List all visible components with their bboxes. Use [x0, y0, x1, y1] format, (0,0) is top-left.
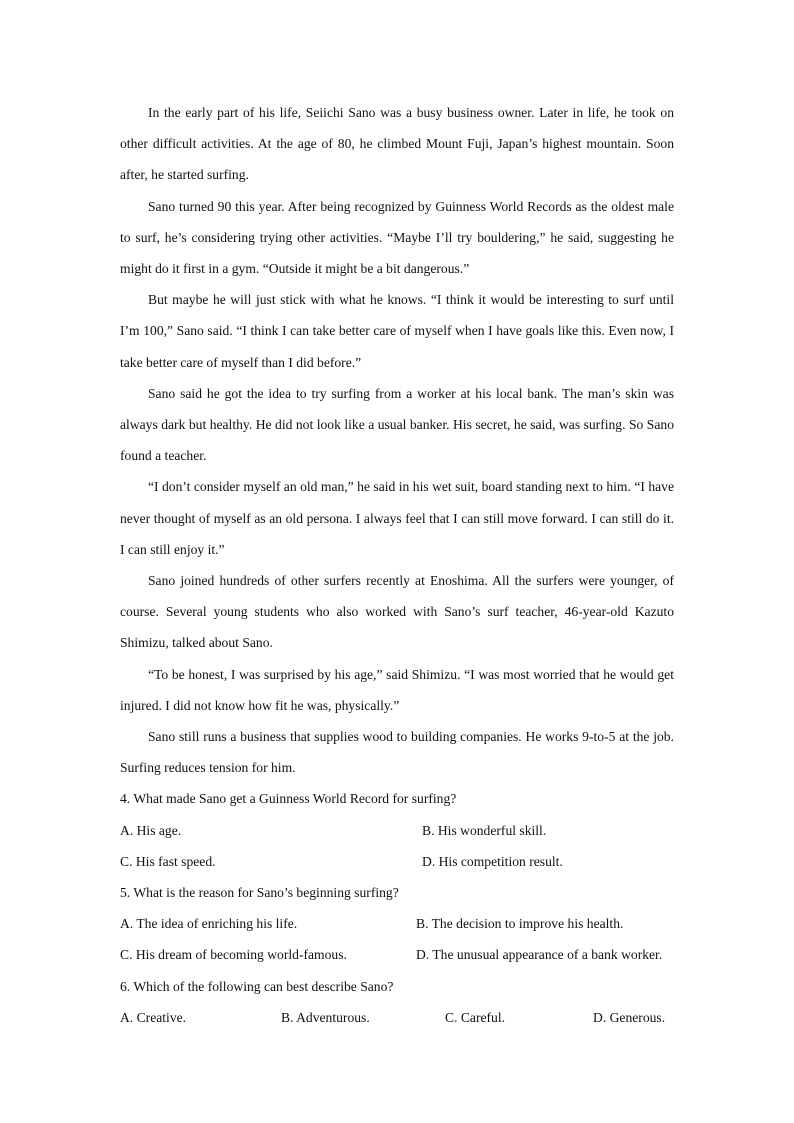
question-5-stem: 5. What is the reason for Sano’s beginning surfing?	[120, 885, 399, 901]
passage-paragraph-6: Sano joined hundreds of other surfers recently at Enoshima. All the surfers were younger, of course. Several young students who also worked with Sano’s surf teacher, 46-year-old Kazuto Shimizu, talked about Sano.	[120, 573, 674, 651]
question-6-option-c: C. Careful.	[445, 1009, 506, 1025]
question-5-options-row-2	[120, 939, 674, 970]
document-page	[120, 97, 674, 1033]
question-5-option-a: A. The idea of enriching his life.	[120, 916, 298, 932]
passage-paragraph-4: Sano said he got the idea to try surfing from a worker at his local bank. The man’s skin was always dark but healthy. He did not look like a usual banker. His secret, he said, was surfing. So Sano found a teacher.	[120, 385, 674, 464]
passage-paragraph-3: But maybe he will just stick with what he knows. “I think it would be interesting to surf until I’m 100,” Sano said. “I think I can take better care of myself when I have goals like this. Even now, I take better care of myself than I did before.”	[120, 292, 674, 370]
question-4-options-row-2	[120, 846, 674, 877]
question-5-option-b: B. The decision to improve his health.	[416, 916, 624, 932]
question-6-stem: 6. Which of the following can best describe Sano?	[120, 978, 394, 994]
question-6-options-row	[120, 1002, 674, 1033]
question-4-option-a: A. His age.	[120, 822, 182, 838]
question-5-option-d: D. The unusual appearance of a bank worker.	[416, 947, 663, 963]
question-4-stem: 4. What made Sano get a Guinness World Record for surfing?	[120, 791, 457, 807]
question-5-options-row-1	[120, 908, 674, 939]
passage-paragraph-1: In the early part of his life, Seiichi Sano was a busy business owner. Later in life, he took on other difficult activities. At the age of 80, he climbed Mount Fuji, Japan’s highest mountain. Soon after, he started surfing.	[120, 105, 674, 183]
passage-paragraph-5: “I don’t consider myself an old man,” he said in his wet suit, board standing next to him. “I have never thought of myself as an old persona. I always feel that I can still move forward. I can still do it. I can still enjoy it.”	[120, 479, 674, 557]
question-4-option-b: B. His wonderful skill.	[422, 822, 547, 838]
passage-paragraph-2: Sano turned 90 this year. After being recognized by Guinness World Records as the oldest male to surf, he’s considering trying other activities. “Maybe I’ll try bouldering,” he said, suggesting he might do it first in a gym. “Outside it might be a bit dangerous.”	[120, 198, 674, 277]
question-6-option-d: D. Generous.	[593, 1009, 666, 1025]
passage-paragraph-8: Sano still runs a business that supplies wood to building companies. He works 9-to-5 at the job. Surfing reduces tension for him.	[120, 729, 674, 776]
question-4-options-row-1	[120, 815, 674, 846]
question-5-option-c: C. His dream of becoming world-famous.	[120, 947, 347, 963]
question-4-option-d: D. His competition result.	[422, 853, 563, 869]
question-6-option-b: B. Adventurous.	[281, 1009, 370, 1025]
passage-paragraph-7: “To be honest, I was surprised by his age,” said Shimizu. “I was most worried that he would get injured. I did not know how fit he was, physically.”	[120, 666, 674, 713]
question-4-option-c: C. His fast speed.	[120, 853, 216, 869]
question-6-option-a: A. Creative.	[120, 1009, 187, 1025]
